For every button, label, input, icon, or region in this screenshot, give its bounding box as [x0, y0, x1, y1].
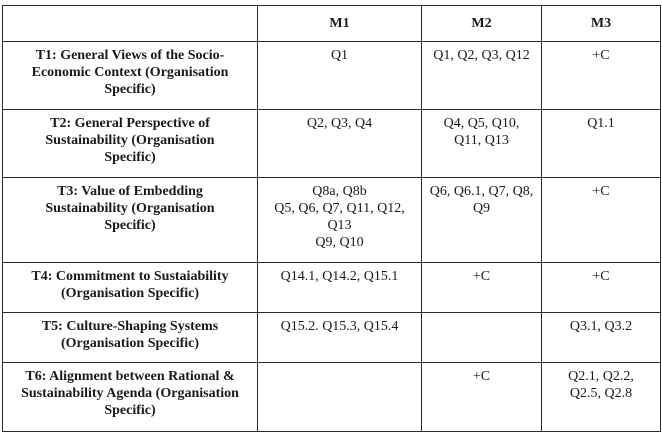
topic-line: T2: General Perspective of: [50, 116, 210, 131]
m2-cell: [422, 42, 542, 110]
question-line: Q9: [472, 201, 491, 216]
table-row: [3, 110, 661, 178]
m2-cell: [422, 178, 542, 263]
topic-line: T4: Commitment to Sustaiability: [31, 269, 229, 284]
question-line: Q1: [330, 48, 349, 63]
m1-cell-empty: [258, 363, 422, 432]
question-line: Q1.1: [587, 116, 615, 131]
header-row: [3, 6, 661, 42]
m2-cell: [422, 110, 542, 178]
header-cell-m2: M2: [422, 6, 542, 42]
m2-cell-empty: [422, 313, 542, 363]
question-line: Q5, Q6, Q7, Q11, Q12,: [274, 201, 405, 216]
table-row: [3, 42, 661, 110]
m3-cell: [542, 42, 661, 110]
table-row: [3, 178, 661, 263]
question-line: Q15.2. Q15.3, Q15.4: [280, 319, 399, 334]
topic-cell: [3, 313, 258, 363]
m3-cell: [542, 313, 661, 363]
m3-cell: [542, 363, 661, 432]
topic-line: T5: Culture-Shaping Systems: [41, 319, 219, 334]
question-line: Q14.1, Q14.2, Q15.1: [280, 269, 399, 284]
question-line: +C: [592, 269, 610, 284]
m2-cell: [422, 263, 542, 313]
m3-cell: [542, 178, 661, 263]
topic-line: T6: Alignment between Rational &: [25, 369, 235, 384]
topic-line: (Organisation Specific): [60, 336, 200, 351]
m1-cell: [258, 42, 422, 110]
question-line: +C: [472, 369, 491, 384]
question-line: Q2, Q3, Q4: [306, 116, 373, 131]
topic-line: Specific): [104, 150, 156, 165]
question-line: Q9, Q10: [315, 235, 364, 250]
topic-line: T1: General Views of the Socio-: [35, 48, 225, 63]
topic-cell: [3, 110, 258, 178]
topic-line: Specific): [104, 82, 156, 97]
topic-line: Sustainability (Organisation: [45, 133, 215, 148]
question-line: Q3.1, Q3.2: [569, 319, 633, 334]
table-row: [3, 363, 661, 432]
question-line: Q11, Q13: [454, 133, 509, 148]
m3-cell: [542, 263, 661, 313]
question-line: +C: [592, 184, 610, 199]
question-line: +C: [472, 269, 491, 284]
topic-cell: [3, 263, 258, 313]
m1-cell: [258, 178, 422, 263]
topic-cell: [3, 363, 258, 432]
topic-cell: [3, 178, 258, 263]
m1-cell: [258, 263, 422, 313]
question-line: Q2.1, Q2.2,: [568, 369, 634, 384]
topic-line: Sustainability Agenda (Organisation: [21, 386, 239, 401]
header-cell-m1: M1: [258, 6, 422, 42]
question-line: Q1, Q2, Q3, Q12: [433, 48, 530, 63]
question-line: +C: [592, 48, 610, 63]
table-row: [3, 263, 661, 313]
question-line: Q4, Q5, Q10,: [443, 116, 520, 131]
table-row: [3, 313, 661, 363]
m1-cell: [258, 313, 422, 363]
header-cell-empty: [3, 6, 258, 42]
topic-line: T3: Value of Embedding: [57, 184, 203, 199]
topic-line: (Organisation Specific): [60, 286, 200, 301]
m1-cell: [258, 110, 422, 178]
m3-cell: [542, 110, 661, 178]
topic-line: Specific): [104, 403, 156, 418]
question-line: Q2.5, Q2.8: [569, 386, 633, 401]
topic-line: Economic Context (Organisation: [31, 65, 229, 80]
topic-cell: [3, 42, 258, 110]
question-line: Q6, Q6.1, Q7, Q8,: [429, 184, 534, 199]
header-cell-m3: M3: [542, 6, 661, 42]
topic-line: Sustainability (Organisation: [45, 201, 215, 216]
question-line: Q8a, Q8b: [312, 184, 367, 199]
question-line: Q13: [327, 218, 352, 233]
topic-line: Specific): [104, 218, 156, 233]
m2-cell: [422, 363, 542, 432]
themes-methods-table: [2, 5, 661, 432]
